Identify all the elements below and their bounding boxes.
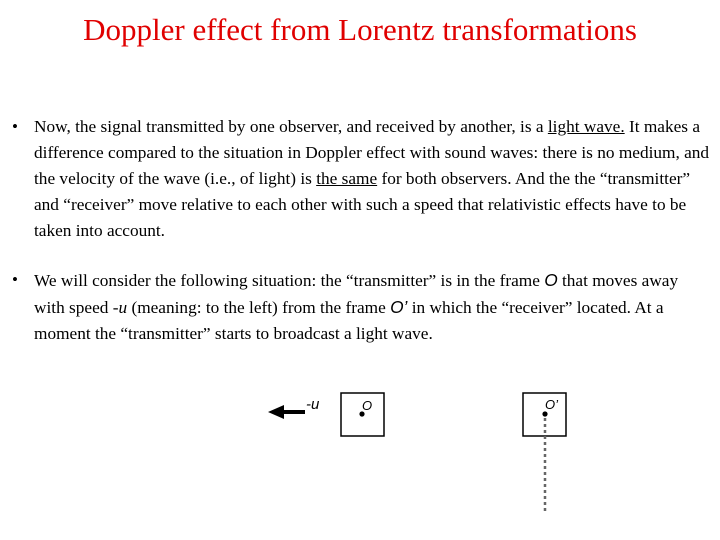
velocity-arrow-head bbox=[268, 405, 284, 419]
velocity-label: -u bbox=[306, 396, 320, 413]
frame-o-prime-box bbox=[523, 393, 566, 512]
bullet1-underline-the-same: the same bbox=[316, 169, 378, 188]
velocity-arrow bbox=[268, 396, 320, 419]
frame-o-prime-label: O’ bbox=[545, 397, 558, 412]
bullet2-frame-o: O bbox=[544, 270, 558, 290]
frame-o-prime-origin-dot bbox=[542, 411, 547, 416]
frame-o-box bbox=[341, 393, 384, 436]
bullet1-text-c: for both observers. And the the “transmitter” and “receiver” move relative to each other with such a speed that relativistic effects have to be taken into account. bbox=[34, 169, 691, 240]
bullet2-speed: -u bbox=[112, 298, 128, 317]
bullet-marker: • bbox=[12, 117, 18, 136]
bullet2-text-c: (meaning: to the left) from the frame bbox=[127, 298, 391, 317]
bullet2-text-d: in which the “receiver” located. At a moment the “transmitter” starts to broadcast a light wave. bbox=[34, 298, 664, 343]
bullet2-text-b: that moves away with speed bbox=[34, 271, 679, 317]
page-title: Doppler effect from Lorentz transformations bbox=[83, 12, 637, 47]
bullet1-text-b: It makes a difference compared to the situation in Doppler effect with sound waves: there is no medium, and the velocity of the wave (i.e., of light) is bbox=[34, 117, 710, 188]
frame-o-label: O bbox=[362, 398, 373, 413]
bullet2-frame-o-prime: O’ bbox=[390, 297, 408, 317]
bullet2-text-a: We will consider the following situation: the “transmitter” is in the frame bbox=[34, 271, 545, 290]
bullet1-underline-light-wave: light wave. bbox=[547, 117, 625, 136]
bullet-marker: • bbox=[12, 270, 18, 289]
bullet1-text-a: Now, the signal transmitted by one observer, and received by another, is a bbox=[34, 117, 548, 136]
